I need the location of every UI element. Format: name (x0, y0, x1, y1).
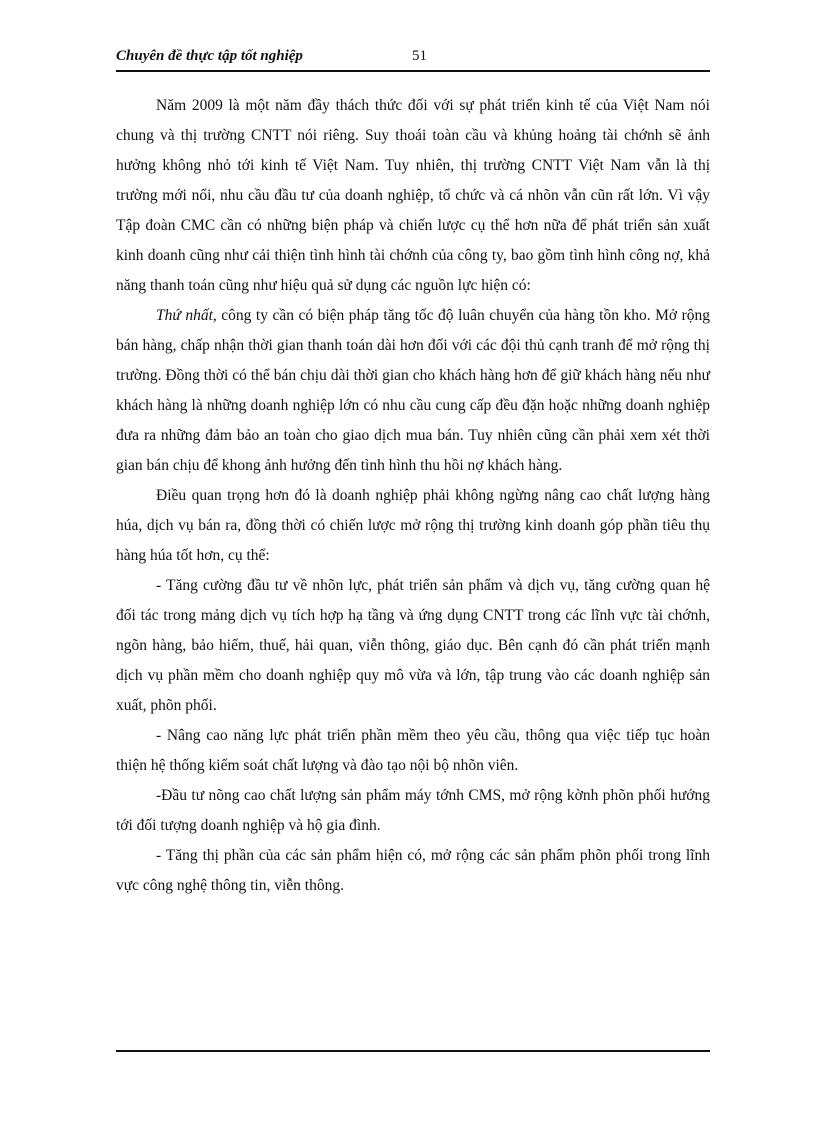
first-point-lead: Thứ nhất (156, 307, 213, 324)
bullet-hr-investment: - Tăng cường đầu tư về nhõn lực, phát triển sản phẩm và dịch vụ, tăng cường quan hệ đối tác trong mảng dịch vụ tích hợp hạ tầng và ứng dụng CNTT trong các lĩnh vực tài chớnh, ngõn hàng, bảo hiểm, thuế, hải quan, viễn thông, giáo dục. Bên cạnh đó cần phát triển mạnh dịch vụ phần mềm cho doanh nghiệp quy mô vừa và lớn, tập trung vào các doanh nghiệp sản xuất, phõn phối. (116, 577, 710, 714)
paragraph-intro: Năm 2009 là một năm đầy thách thức đối với sự phát triển kinh tế của Việt Nam nói chung và thị trường CNTT nói riêng. Suy thoái toàn cầu và khủng hoảng tài chớnh sẽ ảnh hưởng không nhỏ tới kinh tế Việt Nam. Tuy nhiên, thị trường CNTT Việt Nam vẫn là thị trường mới nổi, nhu cầu đầu tư của doanh nghiệp, tổ chức và cá nhõn vẫn cũn rất lớn. Vì vậy Tập đoàn CMC cần có những biện pháp và chiến lược cụ thể hơn nữa để phát triển sản xuất kinh doanh cũng như cải thiện tình hình tài chớnh của công ty, bao gồm tình hình công nợ, khả năng thanh toán cũng như hiệu quả sử dụng các nguồn lực hiện có: (116, 97, 710, 294)
bullet-software-capacity: - Nâng cao năng lực phát triển phần mềm theo yêu cầu, thông qua việc tiếp tục hoàn thiện hệ thống kiểm soát chất lượng và đào tạo nội bộ nhõn viên. (116, 727, 710, 774)
bullet-cms-computers: -Đầu tư nõng cao chất lượng sản phẩm máy tớnh CMS, mở rộng kờnh phõn phối hướng tới đối tượng doanh nghiệp và hộ gia đình. (116, 787, 710, 834)
page-header (116, 48, 710, 70)
first-point-text: , công ty cần có biện pháp tăng tốc độ luân chuyển của hàng tồn kho. Mở rộng bán hàng, chấp nhận thời gian thanh toán dài hơn đối với các đội thủ cạnh tranh để mở rộng thị trường. Đồng thời có thể bán chịu dài thời gian cho khách hàng hơn để giữ khách hàng nếu như khách hàng là những doanh nghiệp lớn có nhu cầu cung cấp đều đặn hoặc những doanh nghiệp đưa ra những đảm bảo an toàn cho giao dịch mua bán. Tuy nhiên cũng cần phải xem xét thời gian bán chịu để khong ảnh hưởng đến tình hình thu hồi nợ khách hàng. (116, 307, 710, 474)
header-divider (116, 70, 710, 72)
paragraph-quality: Điều quan trọng hơn đó là doanh nghiệp phải không ngừng nâng cao chất lượng hàng húa, dịch vụ bán ra, đồng thời có chiến lược mở rộng thị trường kinh doanh góp phần tiêu thụ hàng húa tốt hơn, cụ thể: (116, 487, 710, 564)
footer-divider (116, 1050, 710, 1052)
bullet-market-share: - Tăng thị phần của các sản phẩm hiện có, mở rộng các sản phẩm phõn phối trong lĩnh vực công nghệ thông tin, viễn thông. (116, 847, 710, 894)
paragraph-first-point (116, 301, 710, 481)
page-number: 51 (412, 48, 427, 64)
document-title: Chuyên đề thực tập tốt nghiệp (116, 48, 303, 64)
document-body (116, 91, 710, 901)
